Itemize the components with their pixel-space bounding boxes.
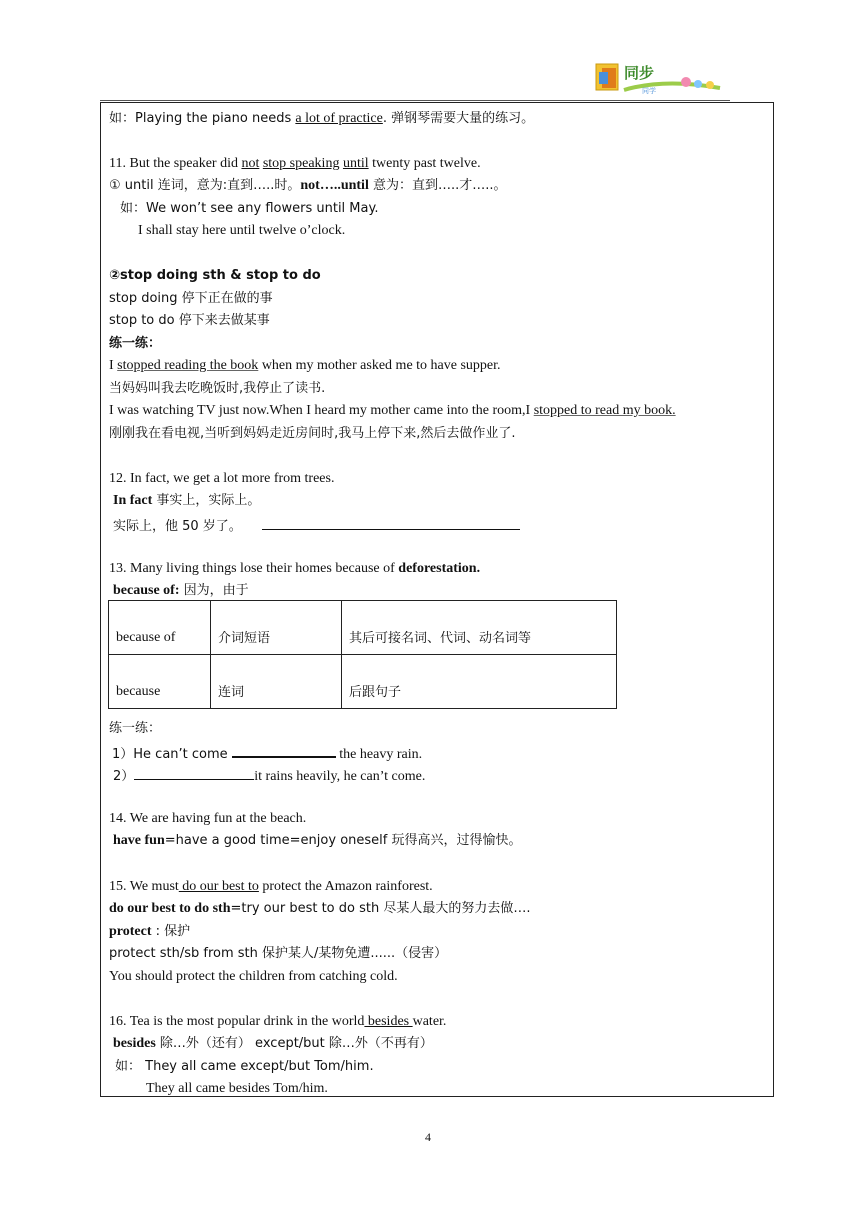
logo-subtext: 同学	[642, 87, 656, 95]
line-until-meaning: ① until 连词，意为:直到…..时。not…..until 意为：直到…..才…..。	[109, 178, 507, 193]
answer-blank-1[interactable]	[232, 742, 336, 758]
line-until-example-2: I shall stay here until twelve o’clock.	[138, 223, 346, 238]
line-practice-label-2: 练一练：	[109, 721, 162, 736]
line-stop-example-2: I was watching TV just now.When I heard my mother came into the room,I stopped to read my book.	[109, 403, 676, 418]
table-row	[109, 601, 617, 655]
table-cell: because	[109, 655, 211, 709]
line-item-16: 16. Tea is the most popular drink in the world besides water.	[109, 1014, 447, 1029]
line-item-13: 13. Many living things lose their homes because of deforestation.	[109, 561, 481, 576]
line-exercise-2: 2） it rains heavily, he can’t come.	[113, 765, 425, 786]
comparison-table	[108, 600, 617, 709]
line-in-fact: In fact 事实上，实际上。	[113, 493, 261, 508]
line-stop-translation-1: 当妈妈叫我去吃晚饭时,我停止了读书.	[109, 381, 326, 396]
line-item-12: 12. In fact, we get a lot more from trees.	[109, 471, 335, 486]
line-stop-translation-2: 刚刚我在看电视,当听到妈妈走近房间时,我马上停下来,然后去做作业了.	[109, 426, 516, 441]
line-until-example-1: 如：We won’t see any flowers until May.	[120, 201, 379, 216]
table-cell: 介词短语	[211, 601, 342, 655]
line-stop-example-1: I stopped reading the book when my mother asked me to have supper.	[109, 358, 501, 373]
sync-logo	[594, 60, 724, 96]
line-protect-example: You should protect the children from catching cold.	[109, 969, 398, 984]
header-rule	[100, 100, 730, 101]
line-besides: besides 除…外（还有） except/but 除…外（不再有）	[113, 1036, 433, 1051]
line-protect-from: protect sth/sb from sth 保护某人/某物免遭......（侵害）	[109, 946, 448, 961]
table-cell: 后跟句子	[342, 655, 617, 709]
line-in-fact-exercise: 实际上，他 50 岁了。	[113, 515, 520, 536]
table-cell: because of	[109, 601, 211, 655]
line-besides-example-1: 如： They all came except/but Tom/him.	[115, 1059, 374, 1074]
line-because-of: because of: 因为，由于	[113, 583, 249, 598]
line-item-14: 14. We are having fun at the beach.	[109, 811, 307, 826]
line-item-15: 15. We must do our best to protect the Amazon rainforest.	[109, 879, 433, 894]
table-row	[109, 655, 617, 709]
logo-text: 同步	[624, 64, 655, 82]
answer-blank-in-fact[interactable]	[262, 515, 520, 530]
line-protect: protect : 保护	[109, 924, 191, 939]
line-stop-to-do: stop to do 停下来去做某事	[109, 313, 270, 328]
line-practice-example: 如：Playing the piano needs a lot of practice. 弹钢琴需要大量的练习。	[109, 111, 535, 126]
table-cell: 其后可接名词、代词、动名词等	[342, 601, 617, 655]
line-item-11: 11. But the speaker did not stop speaking until twenty past twelve.	[109, 156, 481, 171]
line-stop-heading: ②stop doing sth & stop to do	[109, 268, 321, 283]
page-number: 4	[425, 1130, 431, 1144]
answer-blank-2[interactable]	[134, 765, 254, 780]
line-do-our-best: do our best to do sth=try our best to do sth 尽某人最大的努力去做….	[109, 901, 531, 916]
line-stop-doing: stop doing 停下正在做的事	[109, 291, 273, 306]
content-box	[100, 102, 774, 1097]
table-cell: 连词	[211, 655, 342, 709]
line-practice-label-1: 练一练：	[109, 336, 162, 351]
line-have-fun: have fun=have a good time=enjoy oneself 玩得高兴，过得愉快。	[113, 833, 522, 848]
line-besides-example-2: They all came besides Tom/him.	[146, 1081, 328, 1096]
line-exercise-1: 1）He can’t come the heavy rain.	[112, 742, 422, 764]
